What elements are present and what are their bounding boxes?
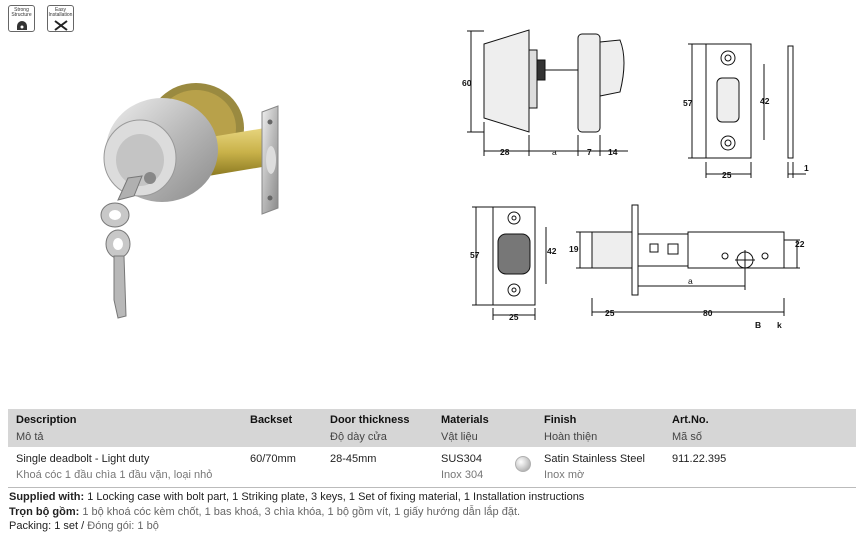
dim-front-a: a	[552, 147, 557, 157]
dim-front-w4: 14	[608, 147, 618, 157]
row-material: SUS304	[441, 453, 482, 465]
tron-label: Trọn bộ gồm:	[9, 505, 80, 518]
dim-bolt-face: 25	[605, 308, 615, 318]
header-finish: Finish	[544, 414, 577, 426]
row-finish: Satin Stainless Steel	[544, 453, 645, 465]
supplied-label: Supplied with:	[9, 491, 85, 503]
supplied-text: 1 Locking case with bolt part, 1 Striking plate, 3 keys, 1 Set of fixing material, 1 Installation instructions	[84, 491, 585, 503]
finish-swatch	[515, 456, 531, 472]
tron-text: 1 bộ khoá cóc kèm chốt, 1 bas khoá, 3 chìa khóa, 1 bộ gồm vít, 1 giấy hướng dẫn lắp đặt.	[79, 505, 521, 518]
packing-line	[9, 519, 859, 534]
bolt-outline	[592, 232, 632, 268]
header-description: Description	[16, 414, 77, 426]
row-art-no: 911.22.395	[672, 453, 727, 465]
header-art-no-vi: Mã số	[672, 431, 702, 443]
dim-bolt-k: k	[777, 320, 782, 330]
header-door-thickness-vi: Độ dày cửa	[330, 431, 387, 443]
row-description: Single deadbolt - Light duty	[16, 453, 150, 465]
thumbturn-outline	[578, 34, 600, 132]
dim-strike-hole: 42	[760, 96, 770, 106]
dim-front-w3: 7	[587, 147, 592, 157]
badge-label: Easy	[54, 7, 67, 13]
row-door-thickness: 28-45mm	[330, 453, 377, 465]
dim-face-height: 57	[470, 250, 480, 260]
header-door-thickness: Door thickness	[330, 414, 410, 426]
badge-label: Structure	[11, 12, 32, 18]
badge-label: Installation	[48, 12, 73, 18]
dim-front-height: 60	[462, 78, 472, 88]
packing-label: Packing: 1 set	[9, 520, 79, 532]
header-materials: Materials	[441, 414, 489, 426]
dim-bolt-B: B	[755, 320, 762, 330]
header-finish-vi: Hoàn thiện	[544, 431, 598, 443]
table-header	[8, 409, 856, 447]
supply-notes	[9, 490, 859, 534]
header-art-no: Art.No.	[672, 414, 709, 426]
header-materials-vi: Vật liệu	[441, 431, 478, 443]
dim-bolt-height: 19	[569, 244, 579, 254]
dim-strike-height: 57	[683, 98, 693, 108]
header-backset: Backset	[250, 414, 293, 426]
row-description-vi: Khoá cóc 1 đầu chìa 1 đầu vặn, loại nhỏ	[16, 469, 213, 481]
dim-face-inner: 42	[547, 246, 557, 256]
header-description-vi: Mô tả	[16, 431, 44, 443]
front-cylinder-outline	[484, 30, 529, 132]
dim-front-w1: 28	[500, 147, 510, 157]
packing-separator: /	[78, 520, 88, 532]
dim-strike-width: 25	[722, 170, 732, 180]
strike-plate-side	[788, 46, 793, 158]
bolt-case-outline	[688, 232, 784, 268]
row-backset: 60/70mm	[250, 453, 296, 465]
packing-vi: Đóng gói: 1 bộ	[87, 520, 159, 532]
tron-bo-line	[9, 505, 859, 520]
spec-table	[8, 409, 856, 488]
row-material-vi: Inox 304	[441, 469, 484, 481]
table-row	[8, 447, 856, 488]
dim-strike-thickness: 1	[804, 163, 809, 173]
dim-bolt-a: a	[688, 276, 693, 286]
dim-face-width: 25	[509, 312, 519, 322]
row-finish-vi: Inox mờ	[544, 469, 585, 481]
badge-label: Strong	[14, 7, 29, 13]
dim-bolt-case: 22	[795, 239, 805, 249]
dim-bolt-length: 80	[703, 308, 713, 318]
supplied-with-line	[9, 490, 859, 505]
